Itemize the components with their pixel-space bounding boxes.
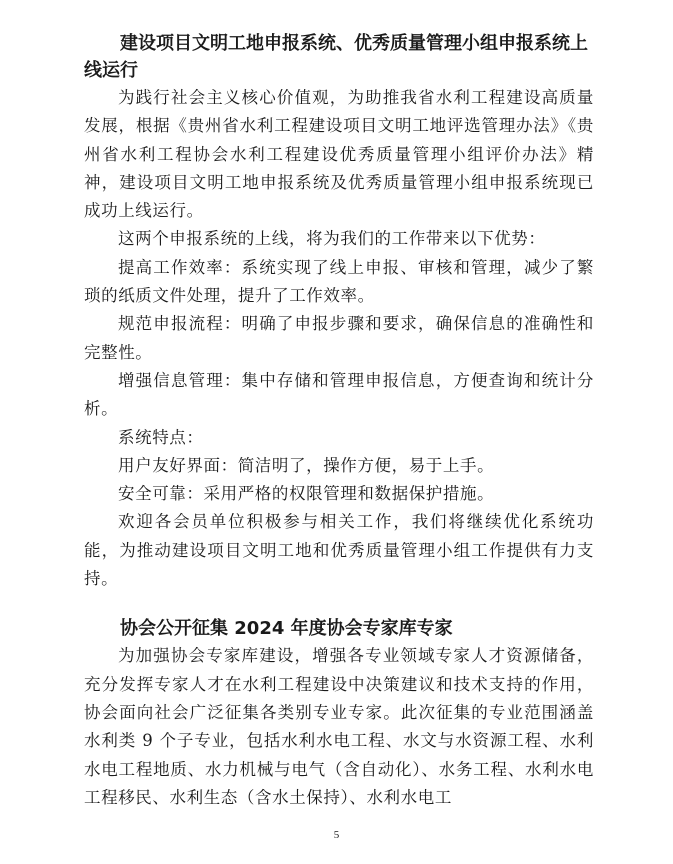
paragraph: 这两个申报系统的上线，将为我们的工作带来以下优势： bbox=[118, 229, 546, 249]
paragraph: 为践行社会主义核心价值观，为助推我省水利工程建设高质量发展，根据《贵州省水利工程建设项目文明工地评选管理办法》《贵州省水利工程协会水利工程建设优秀质量管理小组评价办法》精神，建设项目文明工地申报系统及优秀质量管理小组申报系统现已成功上线运行。 bbox=[84, 88, 594, 221]
paragraph: 欢迎各会员单位积极参与相关工作，我们将继续优化系统功能，为推动建设项目文明工地和优秀质量管理小组工作提供有力支持。 bbox=[84, 512, 594, 589]
section-spacer bbox=[84, 593, 594, 615]
paragraph: 增强信息管理：集中存储和管理申报信息，方便查询和统计分析。 bbox=[84, 370, 594, 419]
document-body bbox=[84, 30, 594, 812]
paragraph: 提高工作效率：系统实现了线上申报、审核和管理，减少了繁琐的纸质文件处理，提升了工作效率。 bbox=[84, 257, 594, 306]
section-system-launch bbox=[84, 30, 594, 593]
paragraph: 为加强协会专家库建设，增强各专业领域专家人才资源储备，充分发挥专家人才在水利工程建设中决策建议和技术支持的作用，协会面向社会广泛征集各类别专业专家。此次征集的专业范围涵盖水利类 9 个子专业，包括水利水电工程、水文与水资源工程、水利水电工程地质、水力机械与电气（含自动化）、水务工程、水利水电工程移民、水利生态（含水土保持）、水利水电工 bbox=[84, 646, 594, 807]
paragraph: 安全可靠：采用严格的权限管理和数据保护措施。 bbox=[118, 484, 495, 504]
paragraph: 系统特点： bbox=[118, 427, 204, 447]
section-expert-recruitment bbox=[84, 615, 594, 812]
section-title: 协会公开征集 2024 年度协会专家库专家 bbox=[120, 618, 453, 640]
page-number: 5 bbox=[333, 829, 340, 841]
paragraph: 用户友好界面：简洁明了，操作方便，易于上手。 bbox=[118, 455, 495, 475]
paragraph: 规范申报流程：明确了申报步骤和要求，确保信息的准确性和完整性。 bbox=[84, 314, 594, 362]
section-title: 建设项目文明工地申报系统、优秀质量管理小组申报系统上线运行 bbox=[84, 33, 588, 81]
